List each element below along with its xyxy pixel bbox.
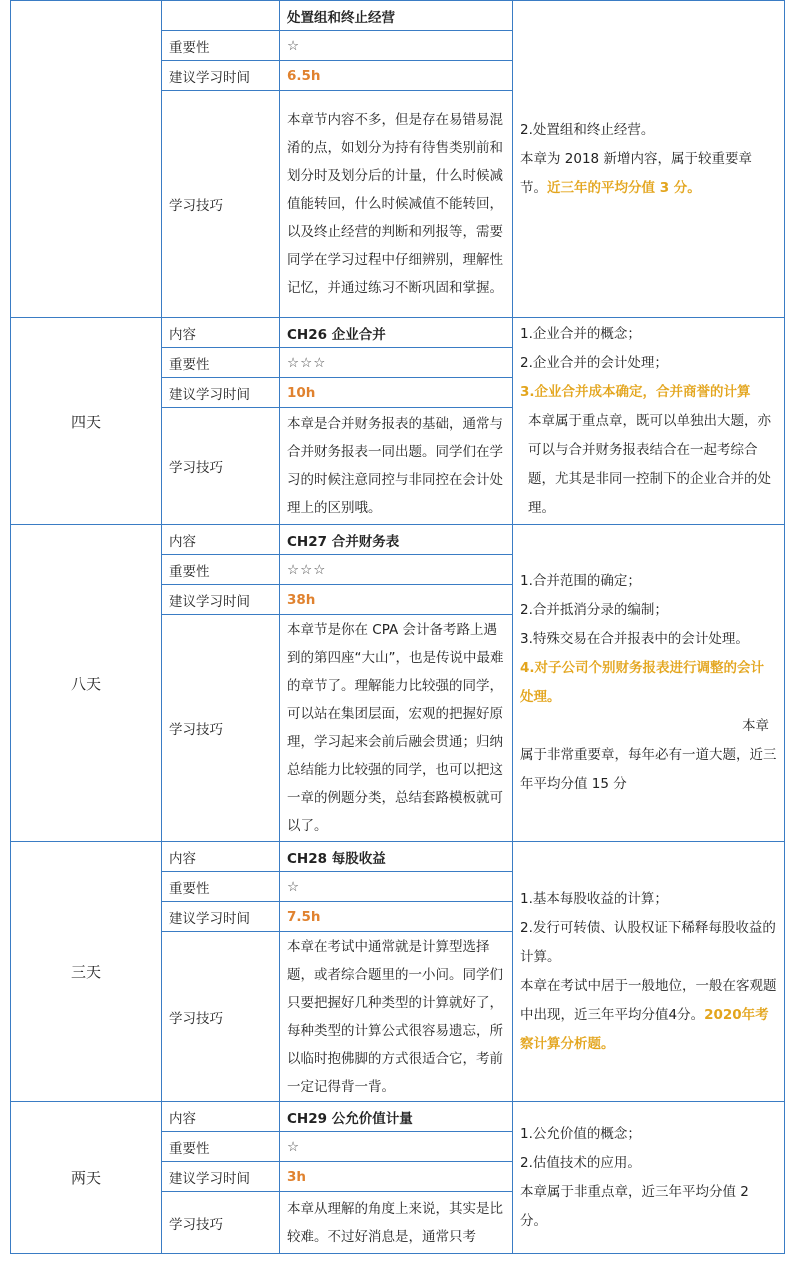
day-cell: 两天 [11,1102,162,1254]
table-row [11,525,785,555]
content-label: 内容 [162,525,280,555]
tips-label: 学习技巧 [162,408,280,525]
study-time: 6.5h [280,61,513,91]
day-cell [11,1,162,318]
note-line: 2.合并抵消分录的编制； [520,602,668,618]
tips-label: 学习技巧 [162,615,280,842]
note-line: 本章为 2018 新增内容，属于较重要章节。近三年的平均分值 3 分。 [520,150,752,196]
highlight-text: 近三年的平均分值 3 分。 [547,179,701,196]
importance-stars: ☆☆☆ [280,348,513,378]
note-line: 本章属于重点章，既可以单独出大题，亦可以与合并财务报表结合在一起考综合题，尤其是非同一控制下的企业合并的处理。 [528,412,771,516]
importance-label: 重要性 [162,1132,280,1162]
notes-cell [513,1,785,318]
importance-stars: ☆ [280,1132,513,1162]
table-row [11,1102,785,1132]
time-label: 建议学习时间 [162,585,280,615]
time-label: 建议学习时间 [162,1162,280,1192]
notes-cell [513,842,785,1102]
tips-text: 本章节是你在 CPA 会计备考路上遇到的第四座“大山”，也是传说中最难的章节了。理解能力比较强的同学，可以站在集团层面，宏观的把握好原理，学习起来会前后融会贯通；归纳总结能力比较强的同学，也可以把这一章的例题分类，总结套路模板就可以了。 [280,615,513,842]
table-row [11,1,785,31]
chapter-title: CH27 合并财务表 [280,525,513,555]
tips-label: 学习技巧 [162,1192,280,1254]
chapter-title: CH29 公允价值计量 [280,1102,513,1132]
content-label: 内容 [162,1102,280,1132]
importance-label: 重要性 [162,872,280,902]
table-row [11,318,785,348]
study-time: 38h [280,585,513,615]
note-line: 1.基本每股收益的计算； [520,890,668,907]
tips-text: 本章节内容不多，但是存在易错易混淆的点，如划分为持有待售类别前和划分时及划分后的计量，什么时候减值能转回，什么时候减值不能转回，以及终止经营的判断和列报等，需要同学在学习过程中仔细辨别，理解性记忆，并通过练习不断巩固和掌握。 [280,91,513,318]
note-line: 2.企业合并的会计处理； [520,354,668,371]
notes-cell [513,1102,785,1254]
study-time: 3h [280,1162,513,1192]
note-line: 1.企业合并的概念； [520,325,641,342]
tips-label: 学习技巧 [162,91,280,318]
content-label: 内容 [162,842,280,872]
study-time: 10h [280,378,513,408]
note-line: 本章在考试中居于一般地位，一般在客观题中出现，近三年平均分值4分。2020年考察计算分析题。 [520,977,777,1052]
highlight-text: 3.企业合并成本确定，合并商誉的计算 [520,383,751,400]
notes-cell [513,525,785,842]
day-cell: 三天 [11,842,162,1102]
chapter-title: CH28 每股收益 [280,842,513,872]
highlight-text: 2020年考察计算分析题。 [520,1006,769,1052]
tips-label: 学习技巧 [162,932,280,1102]
note-line: 2.发行可转债、认股权证下稀释每股收益的计算。 [520,919,776,965]
note-line: 2.处置组和终止经营。 [520,121,655,138]
tips-text: 本章从理解的角度上来说，其实是比较难。不过好消息是，通常只考 [280,1192,513,1254]
importance-label: 重要性 [162,348,280,378]
time-label: 建议学习时间 [162,902,280,932]
tips-text: 本章在考试中通常就是计算型选择题，或者综合题里的一小问。同学们只要把握好几种类型的计算就好了，每种类型的计算公式很容易遗忘，所以临时抱佛脚的方式很适合它，考前一定记得背一背。 [280,932,513,1102]
importance-label: 重要性 [162,31,280,61]
importance-stars: ☆☆☆ [280,555,513,585]
study-time: 7.5h [280,902,513,932]
highlight-text: 4.对子公司个别财务报表进行调整的会计处理。 [520,660,765,705]
content-label: 内容 [162,318,280,348]
study-plan-table [10,0,785,1254]
time-label: 建议学习时间 [162,61,280,91]
tips-text: 本章是合并财务报表的基础，通常与合并财务报表一同出题。同学们在学习的时候注意同控与非同控在会计处理上的区别哦。 [280,408,513,525]
note-line: 属于非常重要章，每年必有一道大题，近三年平均分值 15 分 [520,747,777,792]
content-label [162,1,280,31]
importance-stars: ☆ [280,31,513,61]
importance-stars: ☆ [280,872,513,902]
table-row [11,842,785,872]
note-line: 4.对子公司个别财务报表进行调整的会计处理。 本章 [520,660,769,734]
note-line: 1.公允价值的概念； [520,1125,641,1142]
note-line: 1.合并范围的确定； [520,573,641,589]
note-line: 3.特殊交易在合并报表中的会计处理。 [520,631,749,647]
day-cell: 四天 [11,318,162,525]
time-label: 建议学习时间 [162,378,280,408]
chapter-title: CH26 企业合并 [280,318,513,348]
day-cell: 八天 [11,525,162,842]
importance-label: 重要性 [162,555,280,585]
chapter-title: 处置组和终止经营 [280,1,513,31]
note-line: 2.估值技术的应用。 [520,1154,641,1171]
note-line: 本章属于非重点章，近三年平均分值 2 分。 [520,1183,749,1229]
notes-cell [513,318,785,525]
